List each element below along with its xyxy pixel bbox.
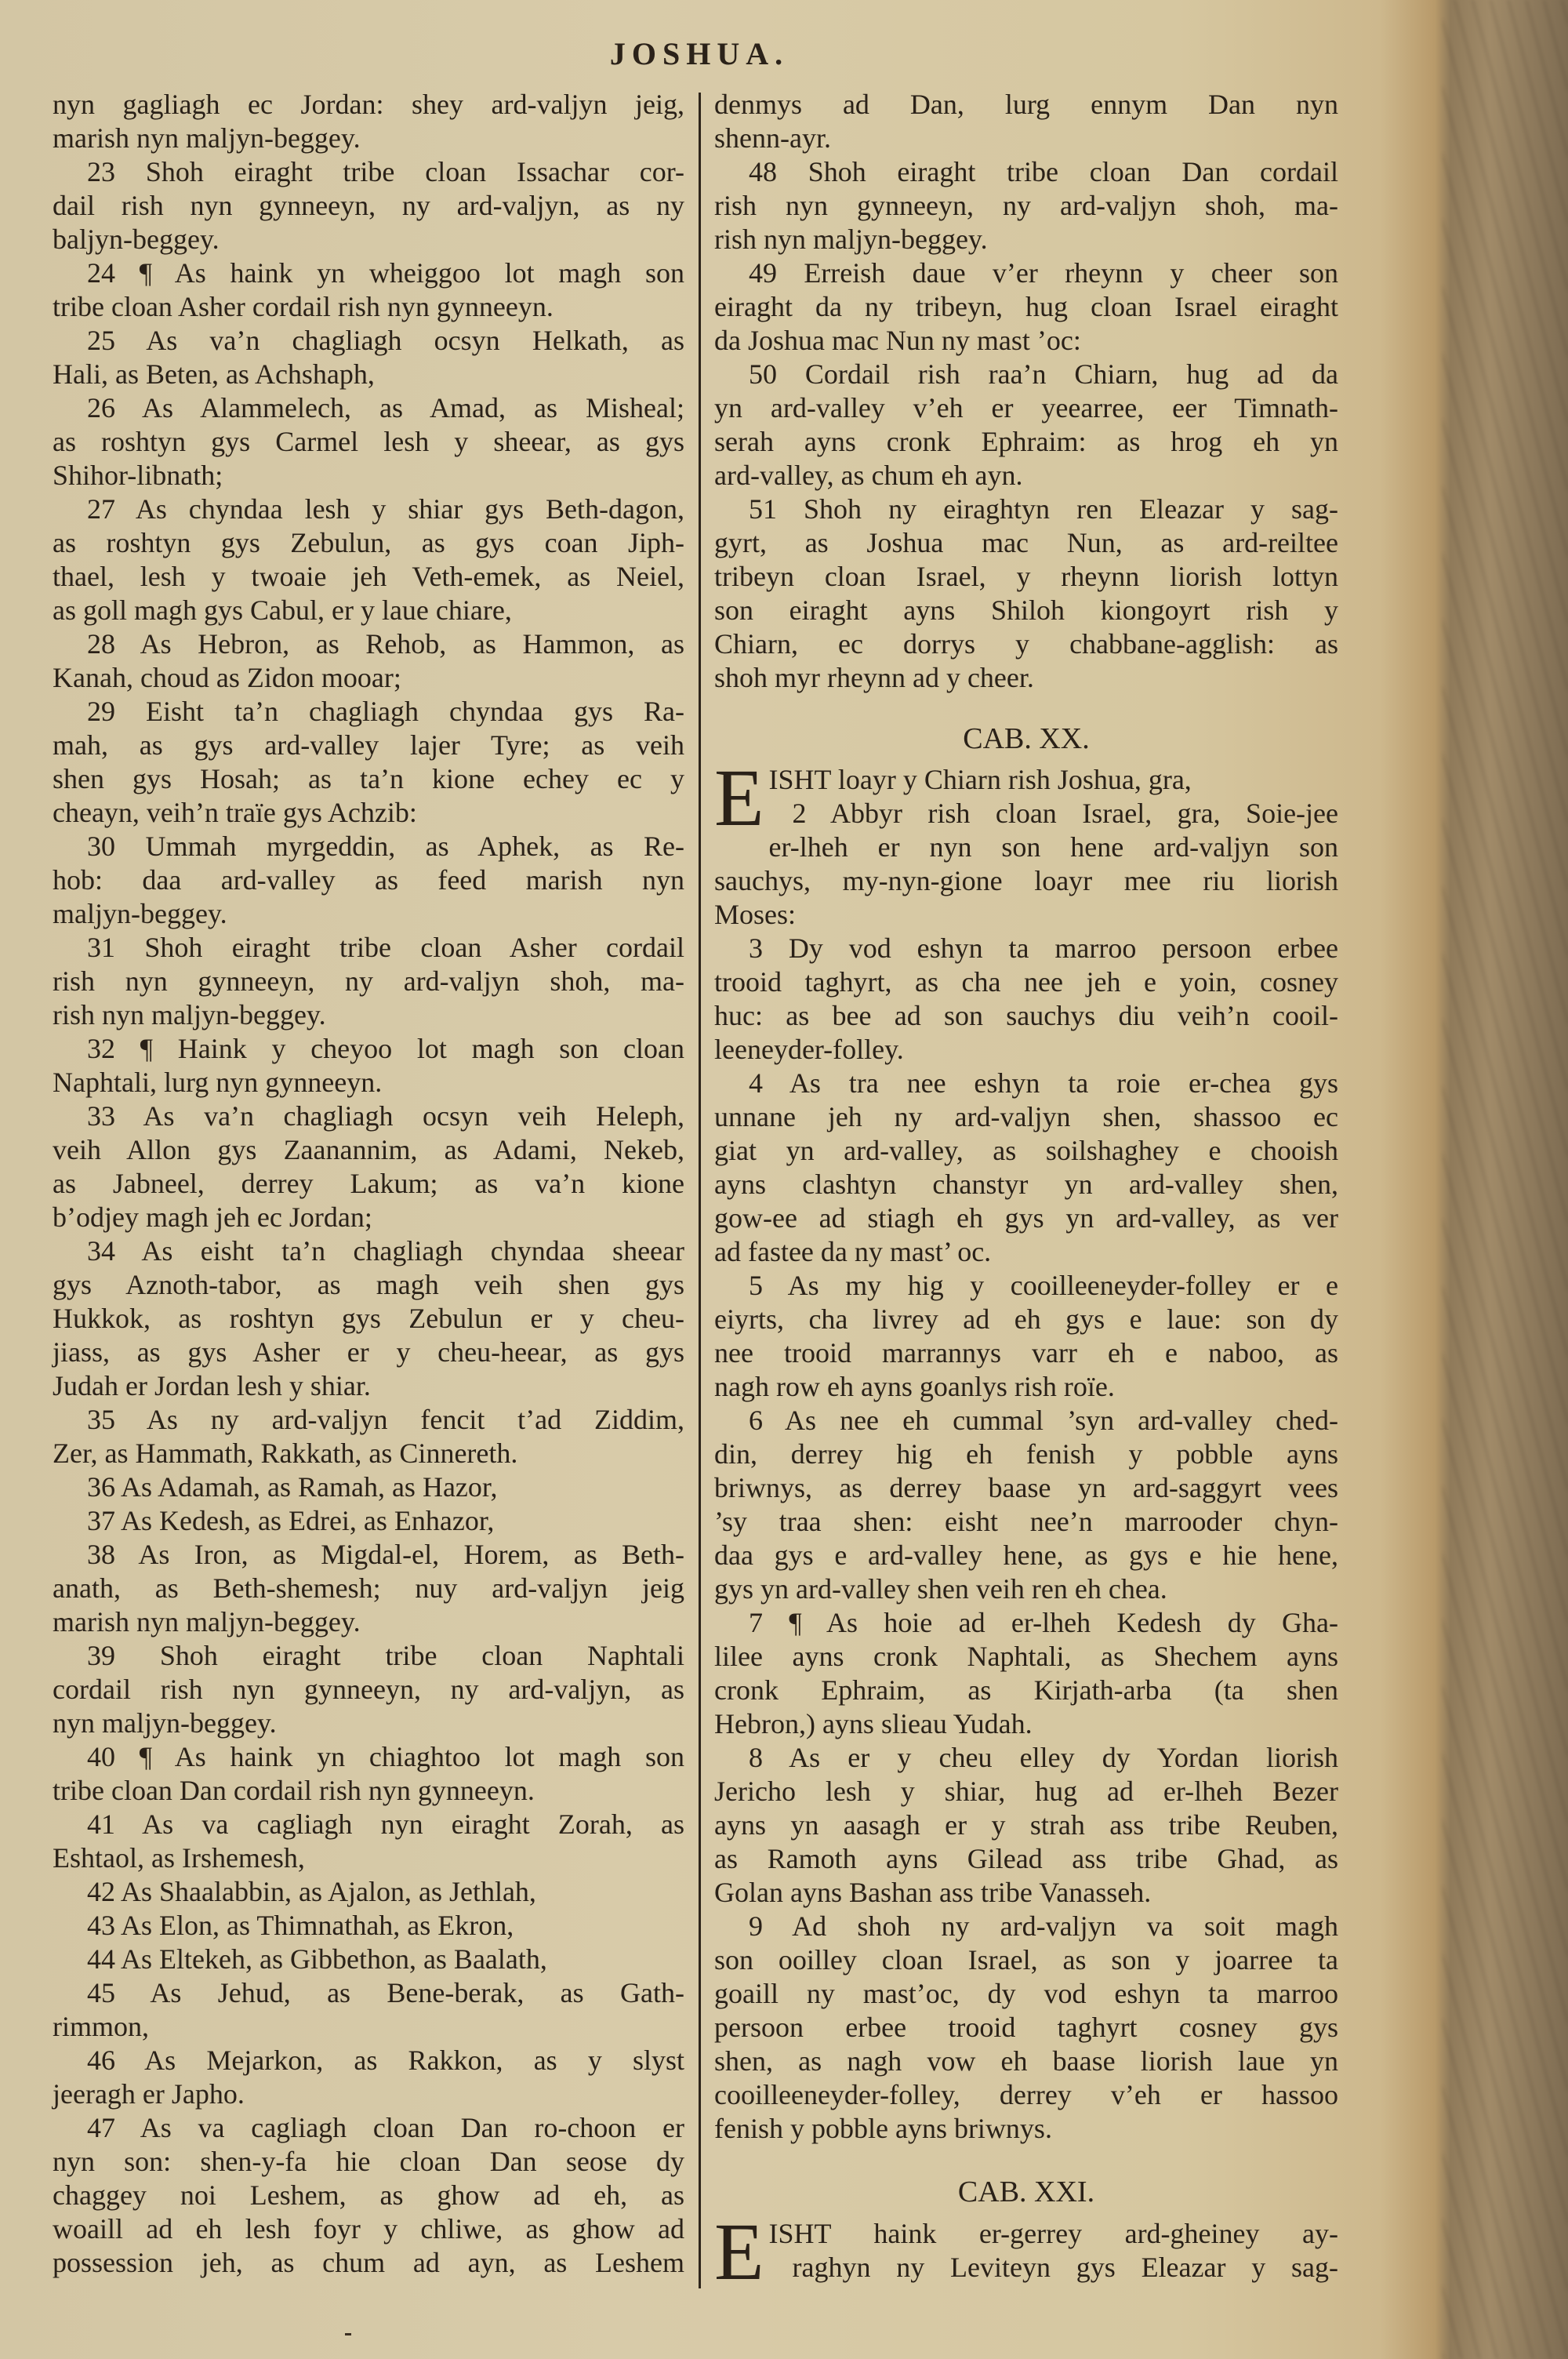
text-line: rish nyn maljyn-beggey. (714, 224, 988, 255)
chapter-21-text (714, 2207, 1338, 2297)
text-line: 42 As Shaalabbin, as Ajalon, as Jethlah, (87, 1876, 536, 1907)
text-line: 49 Erreish daue v’er rheynn y cheer son (749, 257, 1338, 289)
text-line: 35 As ny ard-valjyn fencit t’ad Ziddim, (87, 1404, 684, 1435)
text-line: 45 As Jehud, as Bene-berak, as Gath- (87, 1977, 684, 2008)
chapter-20-lines (714, 753, 1338, 2146)
text-line: Hali, as Beten, as Achshaph, (53, 358, 375, 390)
text-line: Kanah, choud as Zidon mooar; (53, 662, 401, 693)
text-line: nyn son: shen-y-fa hie cloan Dan seose dy (53, 2146, 684, 2177)
chapter-heading-20: CAB. XX. (963, 722, 1090, 755)
text-line: cronk Ephraim, as Kirjath-arba (ta shen (714, 1674, 1338, 1706)
text-line: unnane jeh ny ard-valjyn shen, shassoo ec (714, 1101, 1338, 1132)
text-line: nee trooid marrannys varr eh e naboo, as (714, 1337, 1338, 1369)
text-line: tribe cloan Dan cordail rish nyn gynneeyn. (53, 1775, 535, 1806)
text-line: 34 As eisht ta’n chagliagh chyndaa sheear (87, 1235, 684, 1267)
text-line: Zer, as Hammath, Rakkath, as Cinnereth. (53, 1438, 518, 1469)
text-line: Golan ayns Bashan ass tribe Vanasseh. (714, 1877, 1152, 1908)
text-line: chaggey noi Leshem, as ghow ad eh, as (53, 2179, 684, 2211)
text-line: shoh myr rheynn ad y cheer. (714, 662, 1034, 693)
text-line: leeneyder-folley. (714, 1034, 904, 1065)
text-line: 9 Ad shoh ny ard-valjyn va soit magh (749, 1910, 1338, 1942)
text-line: daa gys e ard-valley hene, as gys e hie hene, (714, 1539, 1338, 1571)
text-line: 7 ¶ As hoie ad er-lheh Kedesh dy Gha- (749, 1607, 1338, 1638)
text-line: 26 As Alammelech, as Amad, as Misheal; (87, 392, 684, 423)
text-line: eiyrts, cha livrey ad eh gys e laue: son dy (714, 1303, 1338, 1335)
text-line: gyrt, as Joshua mac Nun, as ard-reiltee (714, 527, 1338, 558)
left-column (53, 88, 684, 2280)
text-line: ISHT loayr y Chiarn rish Joshua, gra, (768, 764, 1192, 795)
text-line: as Ramoth ayns Gilead ass tribe Ghad, as (714, 1843, 1338, 1874)
text-line: thael, lesh y twoaie jeh Veth-emek, as Neiel, (53, 561, 684, 592)
text-line: son eiraght ayns Shiloh kiongoyrt rish y (714, 594, 1338, 626)
text-line: son ooilley cloan Israel, as son y joarree ta (714, 1944, 1338, 1976)
text-line: ard-valley, as chum eh ayn. (714, 460, 1023, 491)
text-line: Judah er Jordan lesh y shiar. (53, 1370, 371, 1401)
text-line: dail rish nyn gynneeyn, ny ard-valjyn, as ny (53, 190, 684, 221)
text-line: 4 As tra nee eshyn ta roie er-chea gys (749, 1067, 1338, 1099)
text-line: cooilleeneyder-folley, derrey v’eh er hassoo (714, 2079, 1338, 2110)
text-line: persoon erbee trooid taghyrt cosney gys (714, 2012, 1338, 2043)
chapter-19-continuation (714, 88, 1338, 695)
text-line: as Jabneel, derrey Lakum; as va’n kione (53, 1168, 684, 1199)
text-line: anath, as Beth-shemesh; nuy ard-valjyn jeig (53, 1572, 684, 1604)
page-mark (345, 2333, 351, 2335)
text-line: shen gys Hosah; as ta’n kione echey ec y (53, 763, 684, 794)
chapter-heading-21: CAB. XXI. (957, 2175, 1095, 2208)
text-line: 2 Abbyr rish cloan Israel, gra, Soie-jee (792, 798, 1338, 829)
text-line: b’odjey magh jeh ec Jordan; (53, 1201, 372, 1233)
text-line: possession jeh, as chum ad ayn, as Leshem (53, 2247, 684, 2278)
text-line: marish nyn maljyn-beggey. (53, 1606, 361, 1637)
text-line: 25 As va’n chagliagh ocsyn Helkath, as (87, 325, 684, 356)
text-line: nyn gagliagh ec Jordan: shey ard-valjyn jeig, (53, 89, 684, 120)
text-line: 6 As nee eh cummal ’syn ard-valley ched- (749, 1405, 1338, 1436)
text-line: 29 Eisht ta’n chagliagh chyndaa gys Ra- (87, 696, 684, 727)
text-line: 32 ¶ Haink y cheyoo lot magh son cloan (87, 1033, 684, 1064)
drop-cap: E (714, 753, 764, 843)
text-line: ’sy traa shen: eisht nee’n marrooder chyn- (714, 1506, 1338, 1537)
text-line: 50 Cordail rish raa’n Chiarn, hug ad da (749, 358, 1338, 390)
text-line: marish nyn maljyn-beggey. (53, 122, 361, 154)
text-line: shen, as nagh vow eh baase liorish laue yn (714, 2045, 1338, 2077)
text-line: 38 As Iron, as Migdal-el, Horem, as Beth- (87, 1539, 684, 1570)
text-line: jiass, as gys Asher er y cheu-heear, as gys (53, 1336, 684, 1368)
text-line: ISHT haink er-gerrey ard-gheiney ay- (768, 2218, 1338, 2249)
text-line: sauchys, my-nyn-gione loayr mee riu liorish (714, 865, 1338, 896)
text-line: yn ard-valley v’eh er yeearree, eer Timnath- (714, 392, 1338, 423)
text-line: 33 As va’n chagliagh ocsyn veih Heleph, (87, 1100, 684, 1132)
text-line: shenn-ayr. (714, 122, 831, 154)
right-column (714, 88, 1338, 2297)
text-line: Hukkok, as roshtyn gys Zebulun er y cheu- (53, 1303, 684, 1334)
text-line: huc: as bee ad son sauchys diu veih’n cooil- (714, 1000, 1338, 1031)
chapter-21-lines (714, 2207, 1338, 2297)
text-line: 8 As er y cheu elley dy Yordan liorish (749, 1742, 1338, 1773)
text-line: gys yn ard-valley shen veih ren eh chea. (714, 1573, 1167, 1605)
text-line: rish nyn maljyn-beggey. (53, 999, 326, 1030)
text-line: din, derrey hig eh fenish y pobble ayns (714, 1438, 1338, 1470)
text-line: 40 ¶ As haink yn chiaghtoo lot magh son (87, 1741, 684, 1772)
text-line: veih Allon gys Zaanannim, as Adami, Nekeb, (53, 1134, 684, 1165)
text-line: fenish y pobble ayns briwnys. (714, 2113, 1052, 2144)
text-line: gow-ee ad stiagh eh gys yn ard-valley, as ver (714, 1202, 1338, 1234)
column-divider (699, 93, 701, 2288)
text-line: jeeragh er Japho. (53, 2078, 245, 2110)
text-line: rish nyn gynneeyn, ny ard-valjyn shoh, ma- (714, 190, 1338, 221)
text-line: ayns clashtyn chanstyr yn ard-valley shen, (714, 1169, 1338, 1200)
text-line: 30 Ummah myrgeddin, as Aphek, as Re- (87, 831, 684, 862)
text-line: 46 As Mejarkon, as Rakkon, as y slyst (87, 2045, 684, 2076)
text-line: lilee ayns cronk Naphtali, as Shechem ayns (714, 1641, 1338, 1672)
text-line: Shihor-libnath; (53, 460, 223, 491)
text-line: tribe cloan Asher cordail rish nyn gynneeyn. (53, 291, 554, 322)
text-line: nyn maljyn-beggey. (53, 1707, 277, 1739)
text-line: 51 Shoh ny eiraghtyn ren Eleazar y sag- (749, 493, 1338, 525)
text-line: eiraght da ny tribeyn, hug cloan Israel eiraght (714, 291, 1338, 322)
text-line: Moses: (714, 899, 797, 930)
text-line: maljyn-beggey. (53, 898, 227, 929)
text-line: tribeyn cloan Israel, y rheynn liorish lottyn (714, 561, 1338, 592)
text-line: giat yn ard-valley, as soilshaghey e chooish (714, 1135, 1338, 1166)
text-line: raghyn ny Leviteyn gys Eleazar y sag- (792, 2252, 1338, 2283)
chapter-20-text (714, 753, 1338, 2146)
text-line: er-lheh er nyn son hene ard-valjyn son (768, 831, 1338, 863)
text-line: denmys ad Dan, lurg ennym Dan nyn (714, 89, 1338, 120)
text-line: mah, as gys ard-valley lajer Tyre; as veih (53, 729, 684, 761)
text-line: 37 As Kedesh, as Edrei, as Enhazor, (87, 1505, 495, 1536)
facing-page-edge (1443, 0, 1568, 2359)
text-line: 39 Shoh eiraght tribe cloan Naphtali (87, 1640, 684, 1671)
text-line: as roshtyn gys Carmel lesh y sheear, as gys (53, 426, 684, 457)
text-line: 44 As Eltekeh, as Gibbethon, as Baalath, (87, 1943, 547, 1975)
text-line: 36 As Adamah, as Ramah, as Hazor, (87, 1471, 498, 1503)
text-line: woaill ad eh lesh foyr y chliwe, as ghow ad (53, 2213, 684, 2245)
text-line: as roshtyn gys Zebulun, as gys coan Jiph- (53, 527, 684, 558)
drop-cap: E (714, 2207, 764, 2297)
text-line: Eshtaol, as Irshemesh, (53, 1842, 305, 1874)
text-line: cheayn, veih’n traïe gys Achzib: (53, 797, 417, 828)
text-line: 48 Shoh eiraght tribe cloan Dan cordail (749, 156, 1338, 187)
text-line: da Joshua mac Nun ny mast ’oc: (714, 325, 1081, 356)
text-line: Jericho lesh y shiar, hug ad er-lheh Bezer (714, 1776, 1338, 1807)
text-line: hob: daa ard-valley as feed marish nyn (53, 864, 684, 896)
text-line: 28 As Hebron, as Rehob, as Hammon, as (87, 628, 684, 660)
text-line: Naphtali, lurg nyn gynneeyn. (53, 1067, 383, 1098)
text-line: Hebron,) ayns slieau Yudah. (714, 1708, 1033, 1739)
running-header: JOSHUA. (609, 36, 789, 71)
text-line: 31 Shoh eiraght tribe cloan Asher cordail (87, 932, 684, 963)
text-line: rish nyn gynneeyn, ny ard-valjyn shoh, ma- (53, 965, 684, 997)
text-line: 3 Dy vod eshyn ta marroo persoon erbee (749, 932, 1338, 964)
text-line: ayns yn aasagh er y strah ass tribe Reuben, (714, 1809, 1338, 1841)
text-line: 41 As va cagliagh nyn eiraght Zorah, as (87, 1808, 684, 1840)
text-line: 24 ¶ As haink yn wheiggoo lot magh son (87, 257, 684, 289)
text-line: rimmon, (53, 2011, 149, 2042)
text-line: serah ayns cronk Ephraim: as hrog eh yn (714, 426, 1338, 457)
text-line: 27 As chyndaa lesh y shiar gys Beth-dagon, (87, 493, 684, 525)
text-line: 47 As va cagliagh cloan Dan ro-choon er (87, 2112, 684, 2143)
text-line: gys Aznoth-tabor, as magh veih shen gys (53, 1269, 684, 1300)
text-line: Chiarn, ec dorrys y chabbane-agglish: as (714, 628, 1338, 660)
text-line: 23 Shoh eiraght tribe cloan Issachar cor- (87, 156, 684, 187)
text-line: as goll magh gys Cabul, er y laue chiare, (53, 594, 512, 626)
text-line: goaill ny mast’oc, dy vod eshyn ta marroo (714, 1978, 1338, 2009)
text-line: nagh row eh ayns goanlys rish roïe. (714, 1371, 1115, 1402)
text-line: ad fastee da ny mast’ oc. (714, 1236, 992, 1267)
text-line: trooid taghyrt, as cha nee jeh e yoin, cosney (714, 966, 1338, 998)
text-line: 5 As my hig y cooilleeneyder-folley er e (749, 1270, 1338, 1301)
text-line: cordail rish nyn gynneeyn, ny ard-valjyn, as (53, 1674, 684, 1705)
text-line: 43 As Elon, as Thimnathah, as Ekron, (87, 1910, 514, 1941)
text-line: briwnys, as derrey baase yn ard-saggyrt vees (714, 1472, 1338, 1503)
text-line: baljyn-beggey. (53, 224, 220, 255)
